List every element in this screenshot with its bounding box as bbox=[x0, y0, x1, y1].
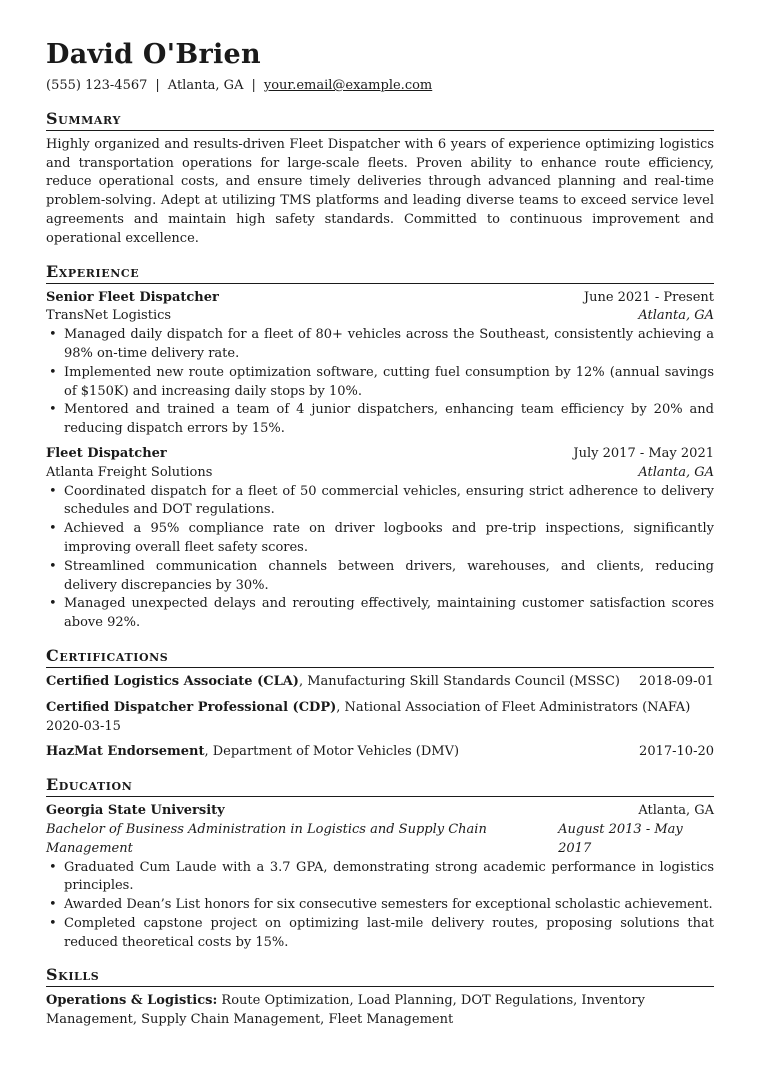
bullet-item: • Coordinated dispatch for a fleet of 50 commercial vehicles, ensuring strict adherence to delivery schedules and DOT regulations. bbox=[46, 483, 714, 521]
certification-entry bbox=[46, 743, 714, 762]
phone-number: (555) 123-4567 bbox=[46, 78, 148, 93]
job-title: Fleet Dispatcher bbox=[46, 445, 167, 461]
contact-separator: | bbox=[251, 78, 256, 93]
certification-date: 2020-03-15 bbox=[46, 718, 121, 734]
certification-entry bbox=[46, 673, 714, 692]
company-name: TransNet Logistics bbox=[46, 308, 172, 324]
skills-list: Route Optimization, Load Planning, DOT Regulations, Inventory Management, Supply Chain Management, Fleet Management bbox=[46, 993, 645, 1028]
certification-date: 2017-10-20 bbox=[639, 744, 714, 760]
bullet-item: • Implemented new route optimization software, cutting fuel consumption by 12% (annual savings of $150K) and increasing daily stops by 10%. bbox=[46, 364, 714, 402]
education-dates: August 2013 - May 2017 bbox=[558, 821, 683, 856]
certification-entry bbox=[46, 699, 714, 737]
education-entry bbox=[46, 802, 714, 952]
degree-name: Bachelor of Business Administration in Logistics and Supply Chain Management bbox=[46, 821, 487, 856]
job-title: Senior Fleet Dispatcher bbox=[46, 289, 219, 305]
job-location: Atlanta, GA bbox=[638, 464, 714, 480]
skills-heading: Skills bbox=[46, 965, 714, 987]
certification-issuer: , Manufacturing Skill Standards Council (MSSC) bbox=[298, 673, 620, 689]
bullet-item: • Streamlined communication channels between drivers, warehouses, and clients, reducing delivery discrepancies by 30%. bbox=[46, 558, 714, 596]
education-bullets bbox=[46, 859, 714, 953]
job-dates: July 2017 - May 2021 bbox=[573, 445, 714, 461]
experience-heading: Experience bbox=[46, 262, 714, 284]
bullet-item: • Awarded Dean’s List honors for six consecutive semesters for exceptional scholastic achievement. bbox=[46, 896, 714, 915]
bullet-item: • Mentored and trained a team of 4 junior dispatchers, enhancing team efficiency by 20% and reducing dispatch errors by 15%. bbox=[46, 401, 714, 439]
education-heading: Education bbox=[46, 775, 714, 797]
certification-name: HazMat Endorsement bbox=[46, 744, 205, 760]
certification-date: 2018-09-01 bbox=[639, 673, 714, 689]
bullet-item: • Achieved a 95% compliance rate on driver logbooks and pre-trip inspections, significantly improving overall fleet safety scores. bbox=[46, 520, 714, 558]
summary-text: Highly organized and results-driven Fleet Dispatcher with 6 years of experience optimizing logistics and transportation operations for large-scale fleets. Proven ability to enhance route efficiency, reduce operational costs, and ensure timely deliveries through advanced planning and real-time problem-solving. Adept at utilizing TMS platforms and leading diverse teams to exceed service level agreements and maintain high safety standards. Committed to continuous improvement and operational excellence. bbox=[46, 136, 714, 246]
skills-line bbox=[46, 992, 714, 1030]
job-location: Atlanta, GA bbox=[638, 308, 714, 324]
certification-issuer: , Department of Motor Vehicles (DMV) bbox=[204, 744, 460, 760]
job-entry bbox=[46, 289, 714, 439]
location-text: Atlanta, GA bbox=[167, 78, 244, 93]
contact-line bbox=[46, 77, 714, 96]
school-location: Atlanta, GA bbox=[638, 803, 714, 819]
resume-header bbox=[46, 38, 714, 96]
candidate-name: David O'Brien bbox=[46, 39, 261, 70]
summary-heading: Summary bbox=[46, 109, 714, 131]
resume-page bbox=[46, 38, 714, 1030]
bullet-item: • Managed unexpected delays and rerouting effectively, maintaining customer satisfaction scores above 92%. bbox=[46, 595, 714, 633]
certifications-heading: Certifications bbox=[46, 646, 714, 668]
bullet-item: • Graduated Cum Laude with a 3.7 GPA, demonstrating strong academic performance in logistics principles. bbox=[46, 859, 714, 897]
certification-issuer: , National Association of Fleet Administrators (NAFA) bbox=[336, 699, 691, 715]
school-name: Georgia State University bbox=[46, 803, 225, 819]
company-name: Atlanta Freight Solutions bbox=[46, 464, 213, 480]
bullet-item: • Completed capstone project on optimizing last-mile delivery routes, proposing solutions that reduced theoretical costs by 15%. bbox=[46, 915, 714, 953]
email-link[interactable]: your.email@example.com bbox=[263, 78, 433, 93]
certification-name: Certified Dispatcher Professional (CDP) bbox=[46, 699, 337, 715]
job-dates: June 2021 - Present bbox=[583, 289, 714, 305]
job-entry bbox=[46, 445, 714, 633]
job-bullets bbox=[46, 483, 714, 633]
contact-separator: | bbox=[155, 78, 160, 93]
certification-name: Certified Logistics Associate (CLA) bbox=[46, 673, 299, 689]
bullet-item: • Managed daily dispatch for a fleet of 80+ vehicles across the Southeast, consistently achieving a 98% on-time delivery rate. bbox=[46, 326, 714, 364]
skills-category: Operations & Logistics: bbox=[46, 993, 218, 1009]
job-bullets bbox=[46, 326, 714, 439]
